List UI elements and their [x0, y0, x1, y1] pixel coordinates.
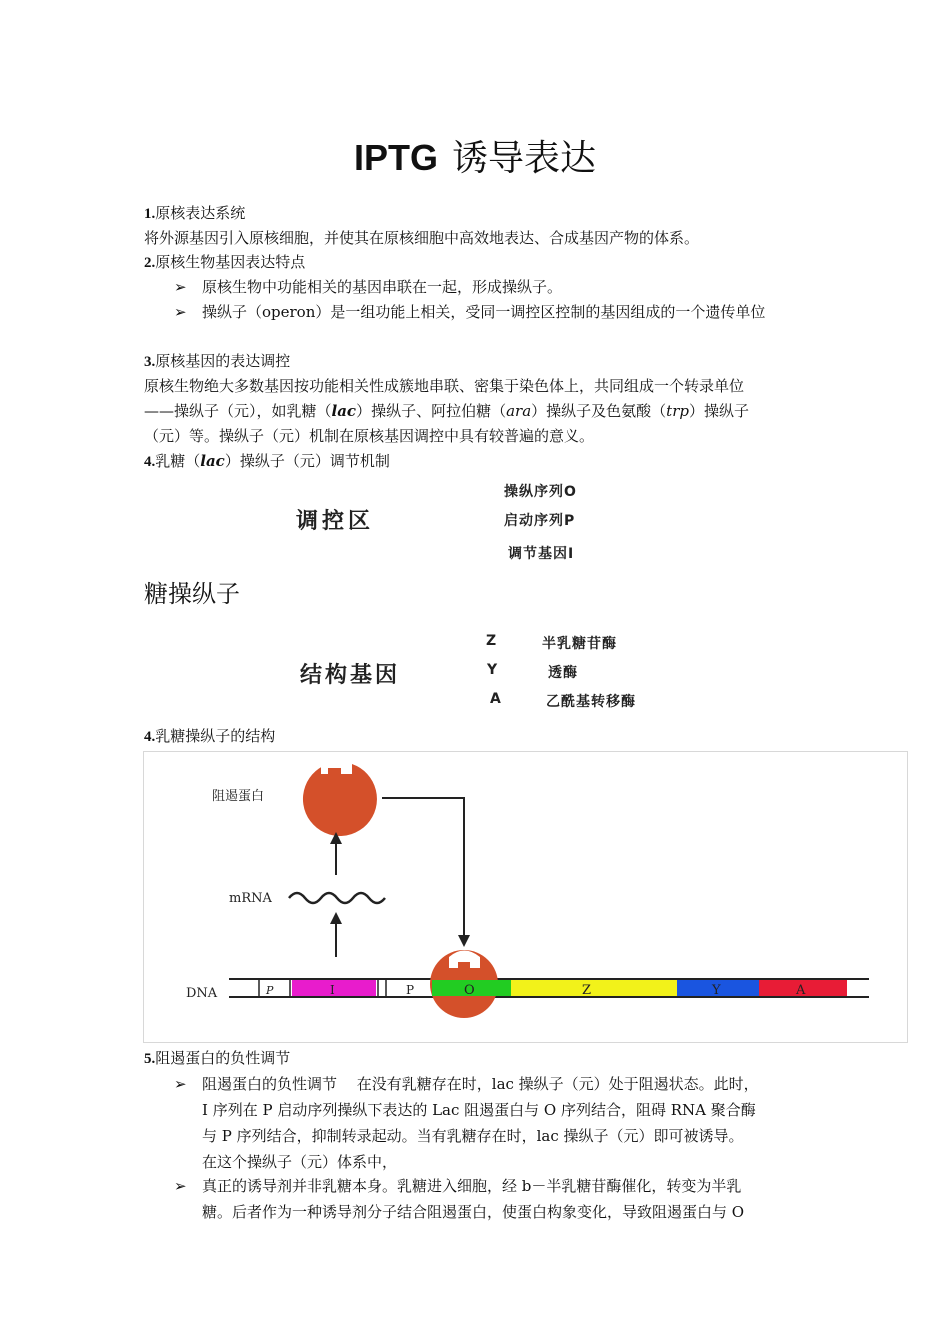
section-5-bullet-1	[202, 1071, 810, 1175]
lac-operon-heading: 糖操纵子	[144, 580, 240, 608]
repressor-label: 阻遏蛋白	[212, 789, 265, 804]
bullet-2-line: 糖。后者作为一种诱导剂分子结合阻遏蛋白，使蛋白构象变化，导致阻遏蛋白与 O	[202, 1203, 745, 1221]
operator-sequence-label: 操纵序列O	[504, 484, 577, 500]
section-3-body-line-2: ——操纵子（元），如乳糖（lac）操纵子、阿拉伯糖（ara）操纵子及色氨酸（trp）操纵子	[144, 402, 749, 420]
section-1-heading: 1.原核表达系统	[144, 204, 246, 222]
gene-a-letter: A	[490, 691, 502, 707]
regulatory-region-label: 调控区	[296, 509, 375, 534]
bullet-1-line: 与 P 序列结合，抑制转录起动。当有乳糖存在时，lac 操纵子（元）即可被诱导。	[202, 1127, 744, 1145]
segment-o-label: O	[464, 983, 475, 998]
section-4b-heading: 4.乳糖操纵子的结构	[144, 727, 276, 745]
mrna-wave	[289, 893, 385, 903]
gene-a-name: 乙酰基转移酶	[546, 694, 636, 710]
bullet-arrow-icon: ➢	[174, 1177, 187, 1195]
dna-label: DNA	[186, 986, 218, 1001]
section-2-heading: 2.原核生物基因表达特点	[144, 253, 306, 271]
bullet-2-line: 真正的诱导剂并非乳糖本身。乳糖进入细胞，经 b－半乳糖苷酶催化，转变为半乳	[202, 1177, 742, 1195]
section-5-heading: 5.阻遏蛋白的负性调节	[144, 1049, 291, 1067]
page-title	[0, 136, 950, 181]
bullet-1-line: I 序列在 P 启动序列操纵下表达的 Lac 阻遏蛋白与 O 序列结合，阻碍 RNA 聚合酶	[202, 1101, 756, 1119]
bullet-arrow-icon: ➢	[174, 303, 187, 321]
mrna-label: mRNA	[229, 891, 272, 906]
regulator-gene-label: 调节基因I	[508, 546, 575, 562]
repressor-binding-arrow	[382, 798, 464, 937]
segment-z	[511, 980, 677, 996]
gene-y-name: 透酶	[548, 665, 578, 681]
segment-y-label: Y	[712, 983, 721, 998]
arrow-head-icon	[458, 935, 470, 947]
section-4a-heading: 4.乳糖（lac）操纵子（元）调节机制	[144, 452, 390, 470]
bullet-arrow-icon: ➢	[174, 278, 187, 296]
bullet-1-line: 阻遏蛋白的负性调节 在没有乳糖存在时，lac 操纵子（元）处于阻遏状态。此时，	[202, 1075, 759, 1093]
segment-p-label: P	[406, 983, 415, 997]
section-5-bullet-2	[202, 1173, 810, 1225]
segment-a-label: A	[796, 983, 806, 998]
section-3-heading: 3.原核基因的表达调控	[144, 352, 291, 370]
repressor-protein-shape	[303, 762, 377, 836]
gene-z-name: 半乳糖苷酶	[542, 636, 617, 652]
segment-z-label: Z	[582, 983, 592, 998]
operon-diagram	[143, 751, 908, 1043]
title-zh: 诱导表达	[452, 138, 597, 179]
promoter-sequence-label: 启动序列P	[504, 513, 576, 529]
section-2-bullet-1: 原核生物中功能相关的基因串联在一起，形成操纵子。	[202, 278, 563, 296]
segment-p1-label: P	[266, 984, 274, 997]
gene-z-letter: Z	[486, 633, 498, 649]
structural-genes-label: 结构基因	[300, 663, 401, 688]
title-en: IPTG	[353, 137, 438, 178]
section-3-body-line-3: （元）等。操纵子（元）机制在原核基因调控中具有较普遍的意义。	[144, 427, 595, 445]
section-3-body-line-1: 原核生物绝大多数基因按功能相关性成簇地串联、密集于染色体上，共同组成一个转录单位	[144, 377, 745, 395]
bullet-1-line: 在这个操纵子（元）体系中，	[202, 1153, 398, 1171]
arrow-up-icon	[330, 912, 342, 924]
bullet-arrow-icon: ➢	[174, 1075, 187, 1093]
gene-y-letter: Y	[487, 662, 499, 678]
segment-i-label: I	[330, 983, 335, 997]
operon-diagram-svg	[144, 752, 907, 1042]
section-2-bullet-2: 操纵子（operon）是一组功能上相关，受同一调控区控制的基因组成的一个遗传单位	[202, 303, 766, 321]
section-1-body: 将外源基因引入原核细胞，并使其在原核细胞中高效地表达、合成基因产物的体系。	[144, 229, 700, 247]
